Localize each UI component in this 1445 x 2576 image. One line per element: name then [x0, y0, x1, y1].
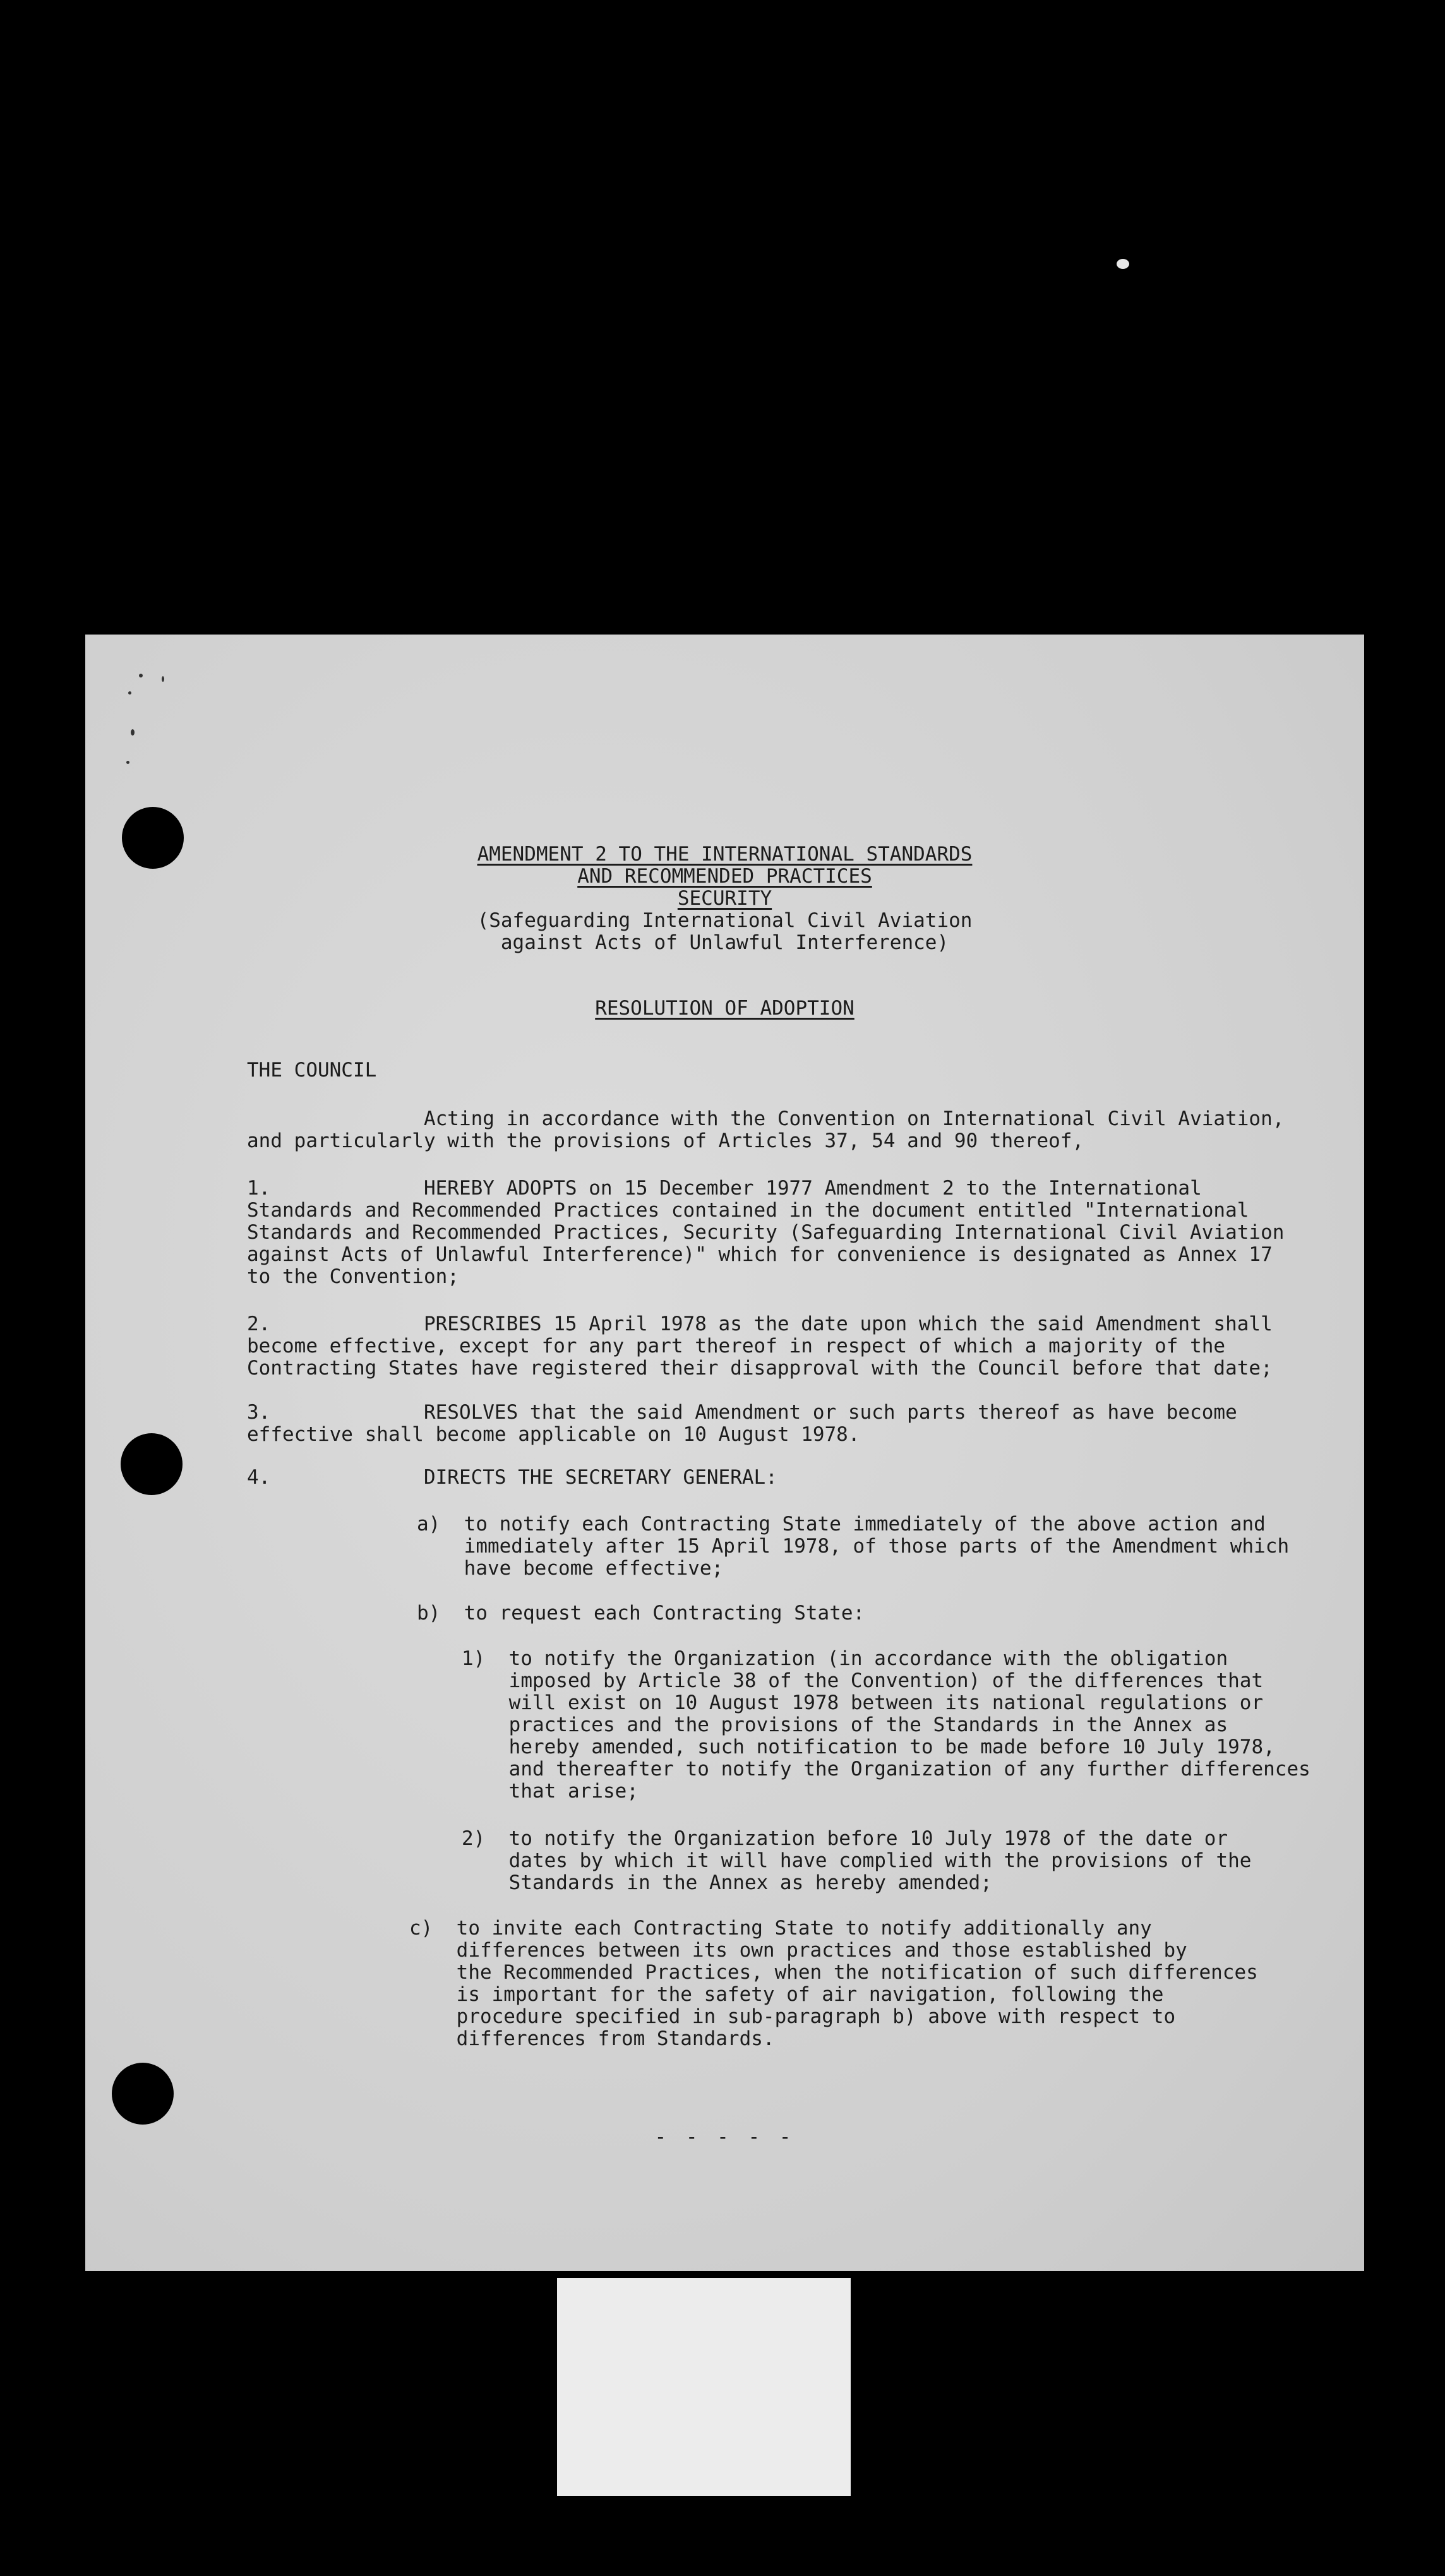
paragraph-2-line: 2. PRESCRIBES 15 April 1978 as the date upon which the said Amendment shall	[247, 1313, 1273, 1335]
margin-mark	[128, 691, 131, 695]
margin-mark	[131, 729, 135, 736]
preamble-line: Acting in accordance with the Convention on International Civil Aviation,	[247, 1107, 1285, 1130]
item-c-line: differences from Standards.	[409, 2027, 775, 2050]
paragraph-1-line: to the Convention;	[247, 1265, 459, 1288]
item-a-line: a) to notify each Contracting State immediately of the above action and	[417, 1513, 1266, 1535]
title-line-1: AMENDMENT 2 TO THE INTERNATIONAL STANDARDS	[477, 843, 973, 866]
paragraph-1-line: 1. HEREBY ADOPTS on 15 December 1977 Amendment 2 to the International	[247, 1177, 1202, 1200]
margin-mark	[126, 761, 129, 764]
item-b1-line: and thereafter to notify the Organization of any further differences	[462, 1758, 1310, 1780]
item-b2-line: dates by which it will have complied with the provisions of the	[462, 1849, 1252, 1872]
preamble-line: and particularly with the provisions of Articles 37, 54 and 90 thereof,	[247, 1130, 1084, 1152]
paragraph-4: 4. DIRECTS THE SECRETARY GENERAL:	[247, 1466, 777, 1489]
subtitle-line-2: against Acts of Unlawful Interference)	[500, 931, 949, 954]
margin-mark	[139, 674, 143, 677]
item-b2-line: Standards in the Annex as hereby amended;	[462, 1871, 992, 1894]
item-b1-line: 1) to notify the Organization (in accordance with the obligation	[462, 1647, 1228, 1670]
punch-hole-bottom	[112, 2063, 174, 2125]
item-c-line: differences between its own practices and those established by	[409, 1939, 1187, 1962]
end-mark: - - - - -	[654, 2126, 795, 2149]
item-c-line: the Recommended Practices, when the notification of such differences	[409, 1961, 1258, 1984]
paragraph-1-line: Standards and Recommended Practices, Security (Safeguarding International Civil Aviation	[247, 1221, 1285, 1244]
paragraph-1-line: Standards and Recommended Practices contained in the document entitled "International	[247, 1199, 1249, 1222]
resolution-heading: RESOLUTION OF ADOPTION	[595, 997, 854, 1020]
paragraph-3-line: 3. RESOLVES that the said Amendment or such parts thereof as have become	[247, 1401, 1237, 1424]
item-b1-line: practices and the provisions of the Standards in the Annex as	[462, 1714, 1228, 1736]
item-a-line: have become effective;	[417, 1557, 724, 1580]
paragraph-1-line: against Acts of Unlawful Interference)" which for convenience is designated as Annex 17	[247, 1243, 1273, 1266]
item-b1-line: imposed by Article 38 of the Convention) of the differences that	[462, 1669, 1264, 1692]
item-b2-line: 2) to notify the Organization before 10 July 1978 of the date or	[462, 1827, 1228, 1850]
paragraph-2-line: Contracting States have registered their disapproval with the Council before that date;	[247, 1357, 1273, 1380]
title-line-3: SECURITY	[677, 887, 772, 910]
item-c-line: is important for the safety of air navigation, following the	[409, 1983, 1164, 2006]
margin-mark	[162, 676, 164, 682]
item-c-line: c) to invite each Contracting State to notify additionally any	[409, 1917, 1152, 1940]
title-line-2: AND RECOMMENDED PRACTICES	[577, 865, 872, 888]
item-b: b) to request each Contracting State:	[417, 1602, 865, 1625]
dust-speck	[1117, 259, 1129, 269]
punch-hole-middle	[121, 1433, 183, 1495]
paragraph-2-line: become effective, except for any part thereof in respect of which a majority of the	[247, 1335, 1226, 1357]
item-b1-line: that arise;	[462, 1780, 639, 1803]
council-heading: THE COUNCIL	[247, 1059, 377, 1082]
subtitle-line-1: (Safeguarding International Civil Aviation	[477, 909, 973, 932]
paper-tab	[557, 2278, 851, 2496]
item-a-line: immediately after 15 April 1978, of those parts of the Amendment which	[417, 1535, 1290, 1558]
document-page	[85, 635, 1364, 2271]
item-b1-line: will exist on 10 August 1978 between its national regulations or	[462, 1691, 1264, 1714]
paragraph-3-line: effective shall become applicable on 10 August 1978.	[247, 1423, 860, 1446]
item-c-line: procedure specified in sub-paragraph b) above with respect to	[409, 2005, 1176, 2028]
item-b1-line: hereby amended, such notification to be made before 10 July 1978,	[462, 1736, 1275, 1758]
